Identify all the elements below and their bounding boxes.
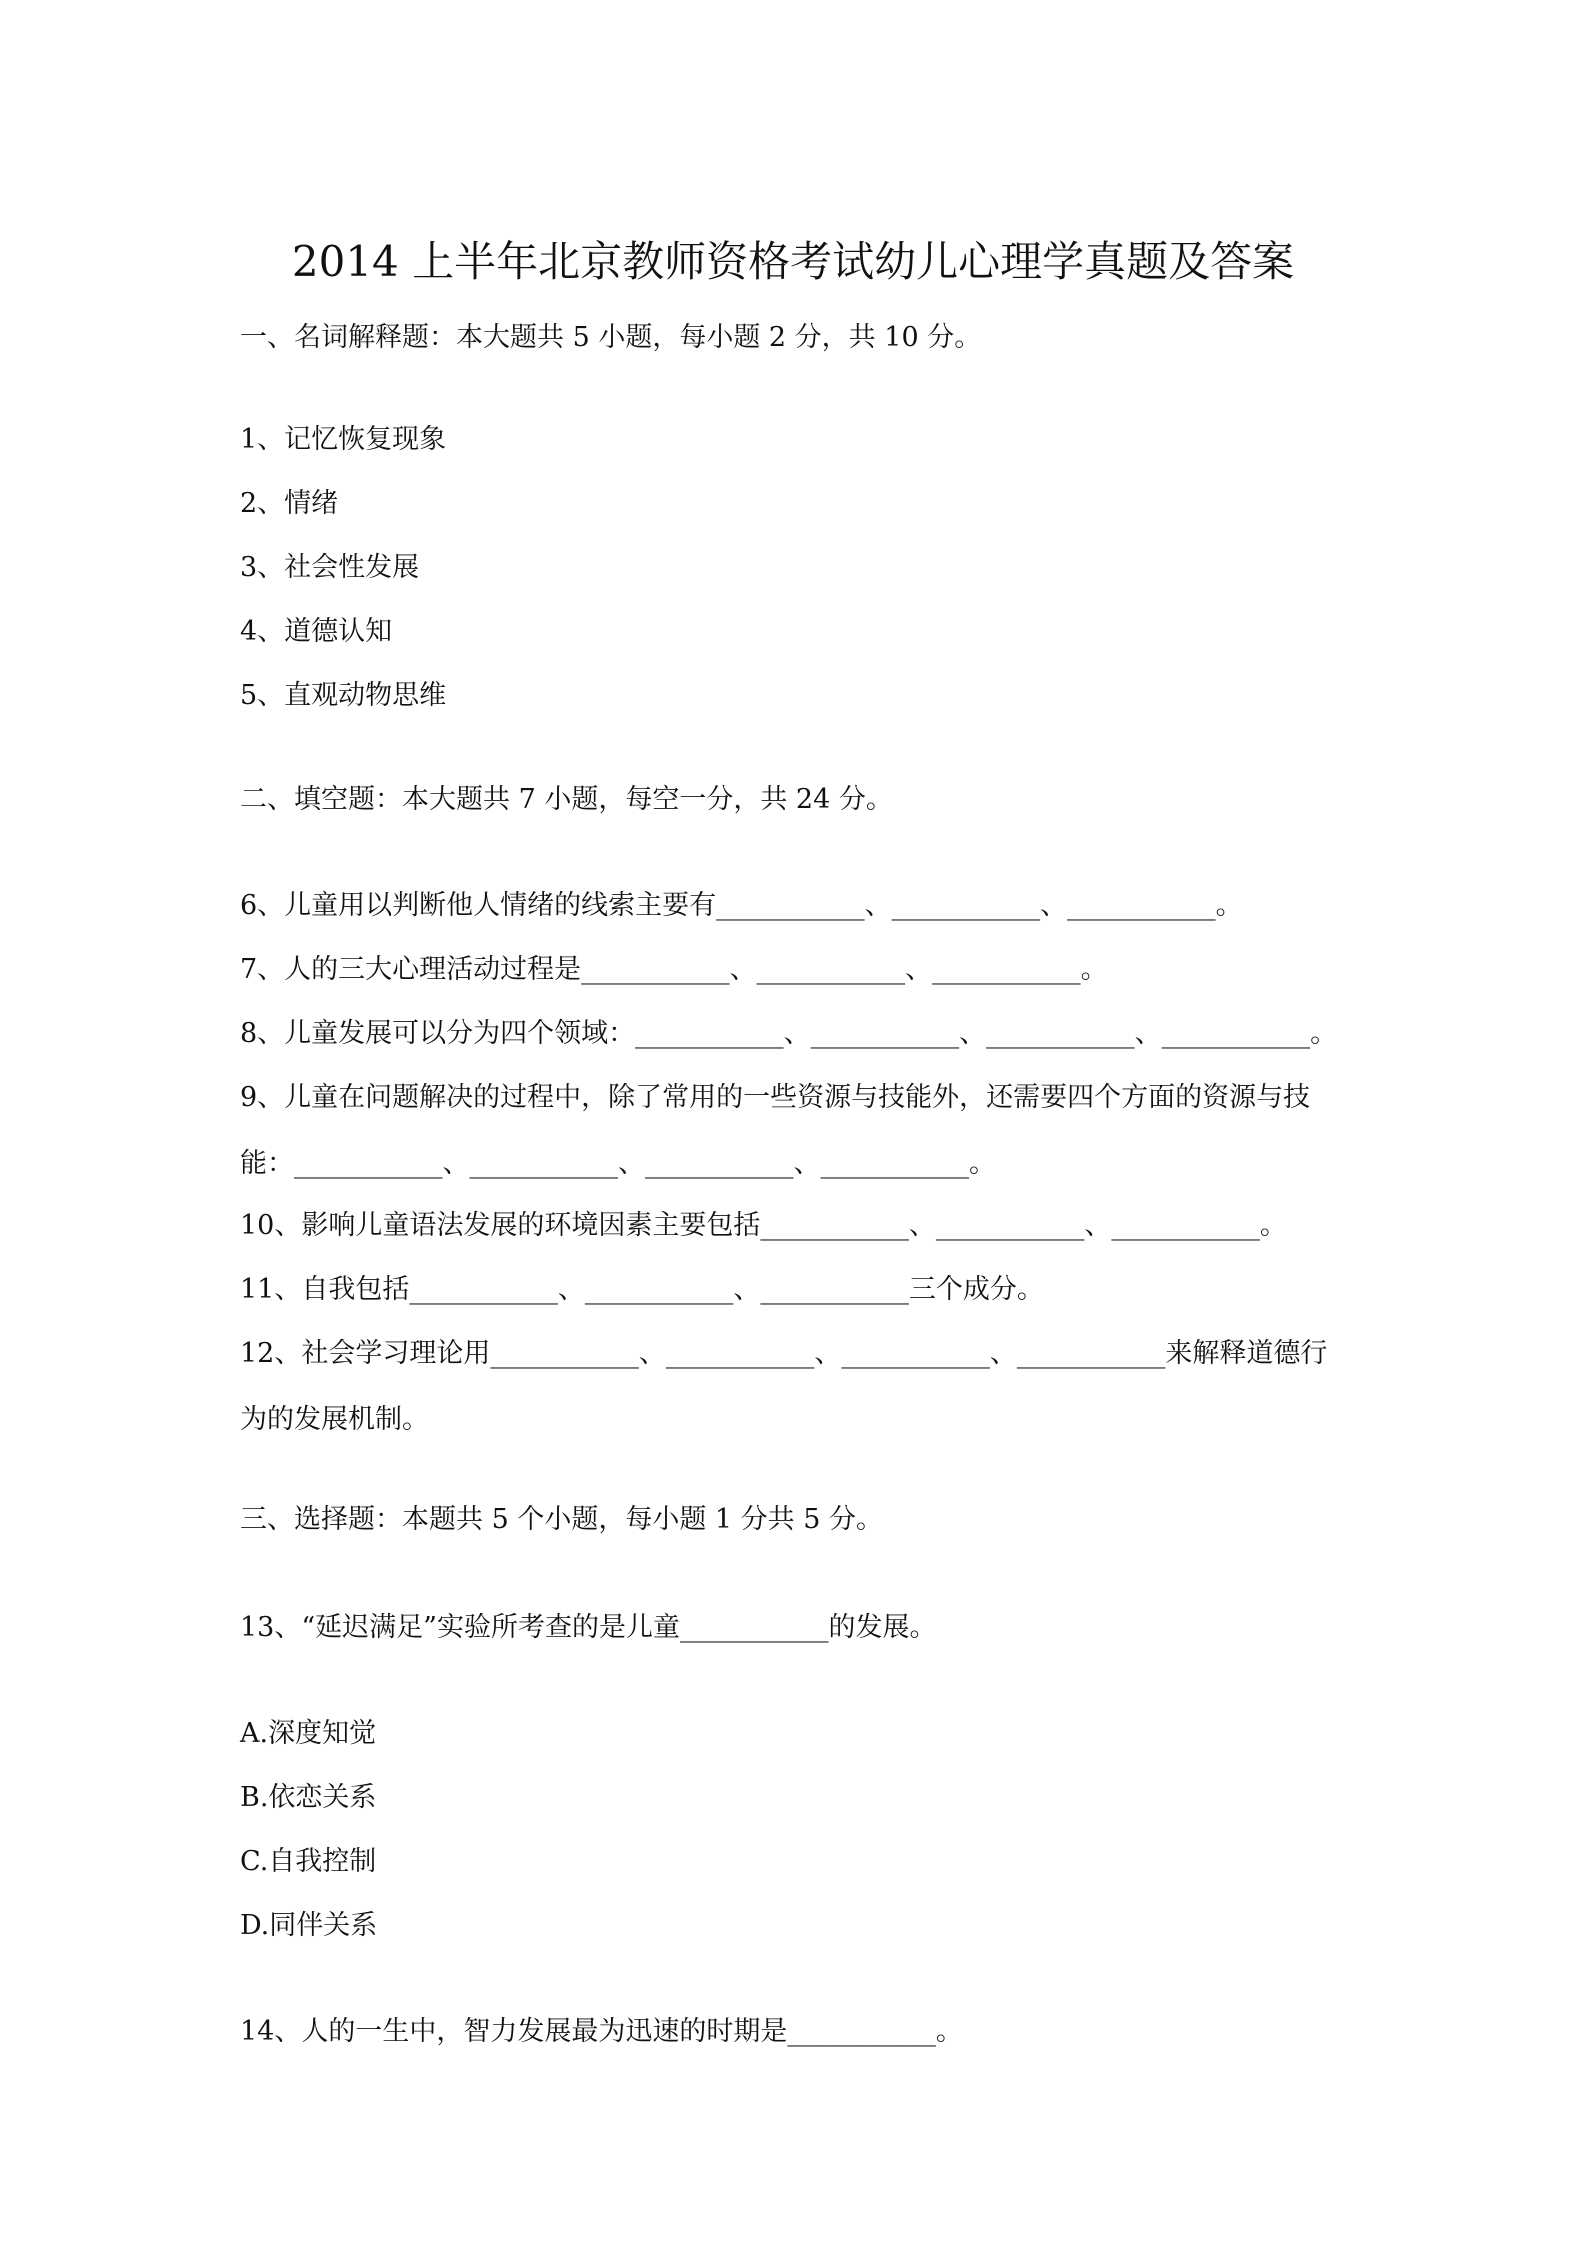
section-heading-definitions: 一、名词解释题：本大题共 5 小题，每小题 2 分，共 10 分。 — [240, 322, 982, 353]
section-heading-multiple-choice: 三、选择题：本题共 5 个小题，每小题 1 分共 5 分。 — [240, 1504, 884, 1535]
question-item: 1、记忆恢复现象 — [240, 424, 447, 455]
question-item: 8、儿童发展可以分为四个领域：___________、___________、___________、___________。 — [240, 1018, 1338, 1049]
question-item: 7、人的三大心理活动过程是___________、___________、___________。 — [240, 954, 1108, 985]
question-stem: 14、人的一生中，智力发展最为迅速的时期是___________。 — [240, 2016, 963, 2047]
answer-option: B.依恋关系 — [240, 1782, 377, 1813]
question-item: 2、情绪 — [240, 488, 339, 519]
question-item: 6、儿童用以判断他人情绪的线索主要有___________、___________、___________。 — [240, 890, 1243, 921]
question-item: 10、影响儿童语法发展的环境因素主要包括___________、___________、___________。 — [240, 1210, 1287, 1241]
answer-option: D.同伴关系 — [240, 1910, 378, 1941]
question-item: 5、直观动物思维 — [240, 680, 447, 711]
question-item: 11、自我包括___________、___________、___________三个成分。 — [240, 1274, 1044, 1305]
answer-option: C.自我控制 — [240, 1846, 377, 1877]
section-heading-fill-in: 二、填空题：本大题共 7 小题，每空一分，共 24 分。 — [240, 784, 893, 815]
answer-option: A.深度知觉 — [240, 1718, 377, 1749]
page-title: 2014 上半年北京教师资格考试幼儿心理学真题及答案 — [291, 237, 1295, 286]
question-item: 9、儿童在问题解决的过程中，除了常用的一些资源与技能外，还需要四个方面的资源与技能：___________、___________、___________、___________。 — [240, 1082, 1311, 1179]
question-item: 3、社会性发展 — [240, 552, 420, 583]
question-item: 12、社会学习理论用___________、___________、___________、___________来解释道德行为的发展机制。 — [240, 1338, 1328, 1435]
question-stem: 13、“延迟满足”实验所考查的是儿童___________的发展。 — [240, 1612, 937, 1643]
question-item: 4、道德认知 — [240, 616, 393, 647]
